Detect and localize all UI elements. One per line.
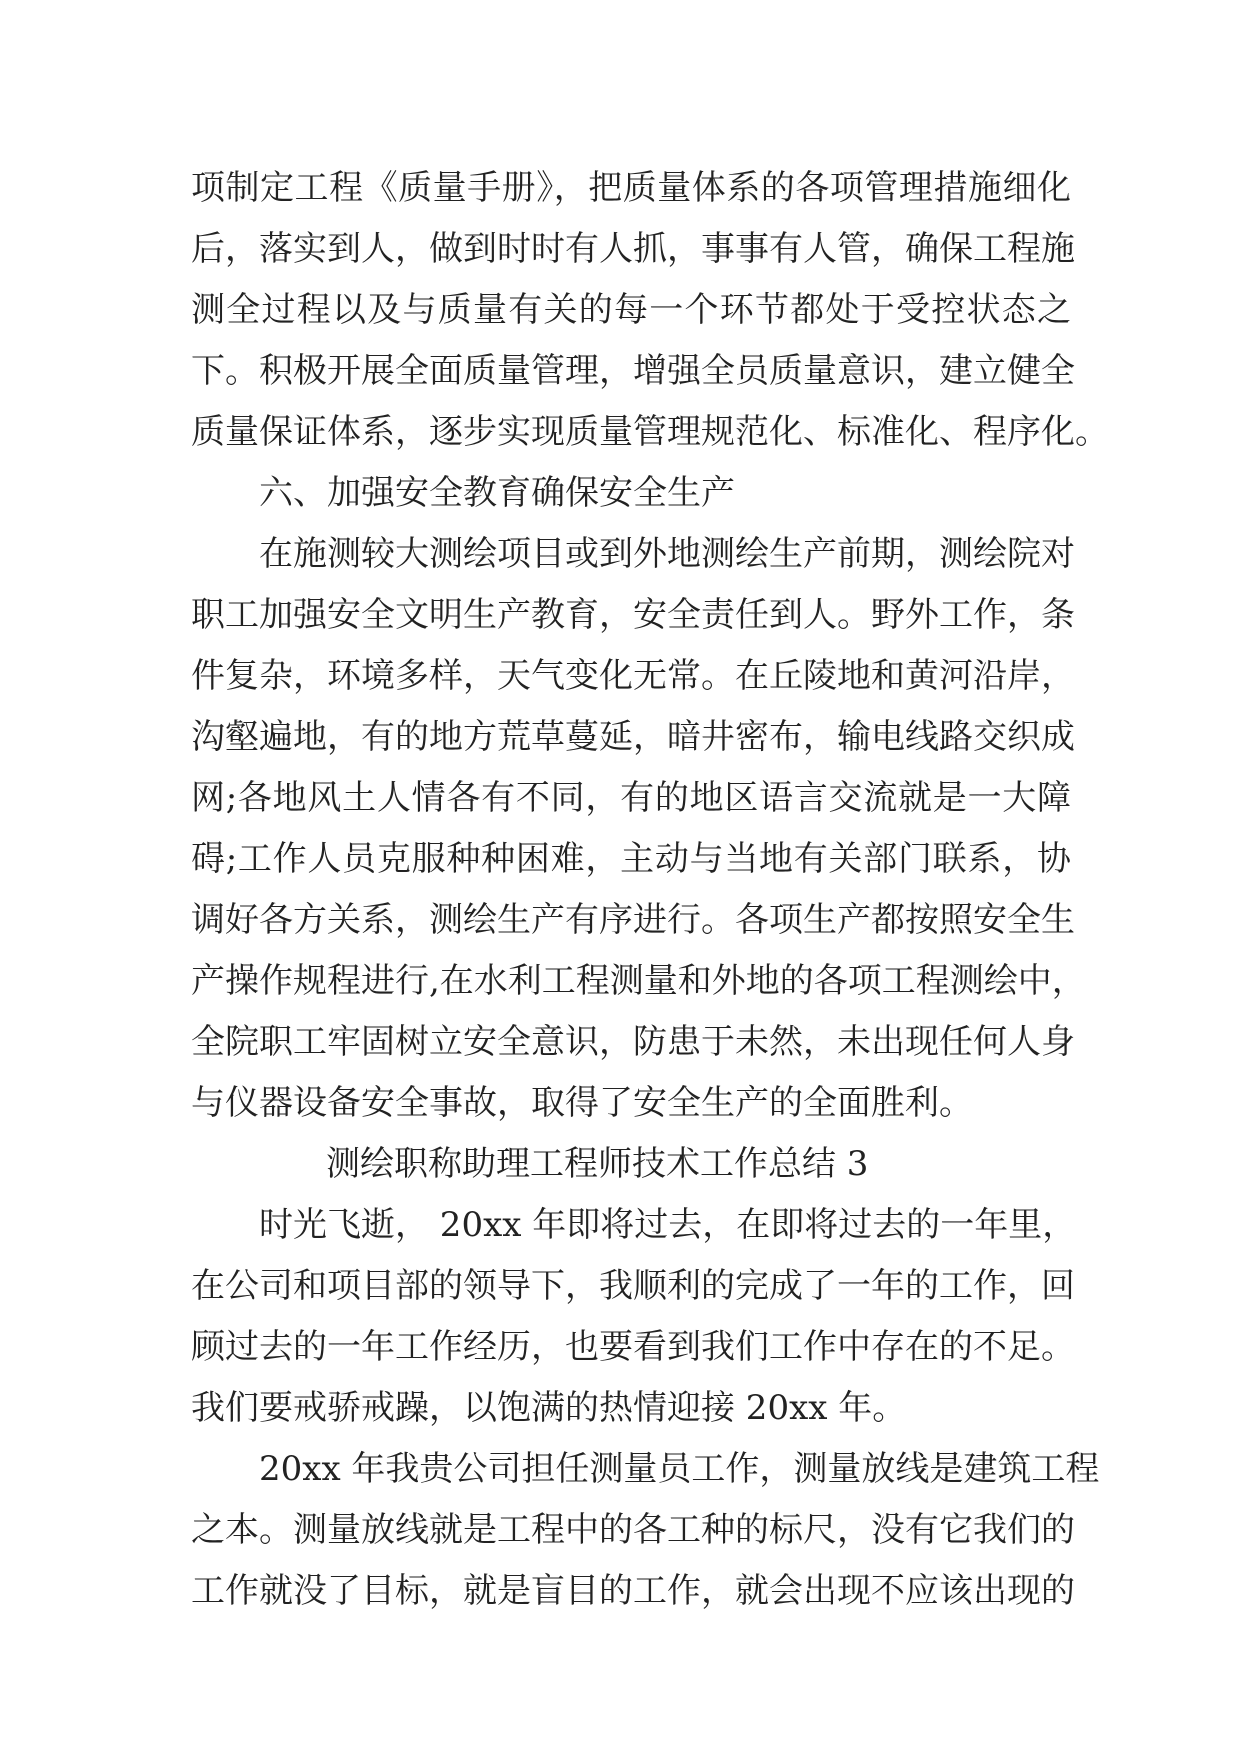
text-line: 碍;工作人员克服种种困难，主动与当地有关部门联系，协 <box>191 839 1071 879</box>
text-line: 工作就没了目标，就是盲目的工作，就会出现不应该出现的 <box>191 1571 1075 1611</box>
text-line: 网;各地风土人情各有不同，有的地区语言交流就是一大障 <box>191 778 1071 818</box>
text-line: 质量保证体系，逐步实现质量管理规范化、标准化、程序化。 <box>191 412 1109 452</box>
document-body <box>191 158 1109 1622</box>
text-line: 调好各方关系，测绘生产有序进行。各项生产都按照安全生 <box>191 900 1075 940</box>
text-line: 在公司和项目部的领导下，我顺利的完成了一年的工作，回 <box>191 1266 1075 1306</box>
text-line: 我们要戒骄戒躁，以饱满的热情迎接 20xx 年。 <box>191 1388 907 1428</box>
section-heading: 六、加强安全教育确保安全生产 <box>259 473 735 513</box>
text-line: 沟壑遍地，有的地方荒草蔓延，暗井密布，输电线路交织成 <box>191 717 1075 757</box>
text-line: 在施测较大测绘项目或到外地测绘生产前期，测绘院对 <box>259 534 1075 574</box>
document-title: 测绘职称助理工程师技术工作总结 3 <box>326 1144 869 1184</box>
text-line: 职工加强安全文明生产教育，安全责任到人。野外工作，条 <box>191 595 1075 635</box>
text-line: 测全过程以及与质量有关的每一个环节都处于受控状态之 <box>191 290 1071 330</box>
text-line: 全院职工牢固树立安全意识，防患于未然，未出现任何人身 <box>191 1022 1075 1062</box>
text-line: 与仪器设备安全事故，取得了安全生产的全面胜利。 <box>191 1083 973 1123</box>
text-line: 之本。测量放线就是工程中的各工种的标尺，没有它我们的 <box>191 1510 1075 1550</box>
text-line: 20xx 年我贵公司担任测量员工作，测量放线是建筑工程 <box>259 1449 1100 1489</box>
text-line: 产操作规程进行,在水利工程测量和外地的各项工程测绘中， <box>191 961 1086 1001</box>
text-line: 项制定工程《质量手册》，把质量体系的各项管理措施细化 <box>191 168 1071 208</box>
text-line: 件复杂，环境多样，天气变化无常。在丘陵地和黄河沿岸， <box>191 656 1075 696</box>
text-line: 下。积极开展全面质量管理，增强全员质量意识，建立健全 <box>191 351 1075 391</box>
text-line: 时光飞逝， 20xx 年即将过去，在即将过去的一年里， <box>259 1205 1077 1245</box>
text-line: 顾过去的一年工作经历，也要看到我们工作中存在的不足。 <box>191 1327 1075 1367</box>
text-line: 后，落实到人，做到时时有人抓，事事有人管，确保工程施 <box>191 229 1075 269</box>
